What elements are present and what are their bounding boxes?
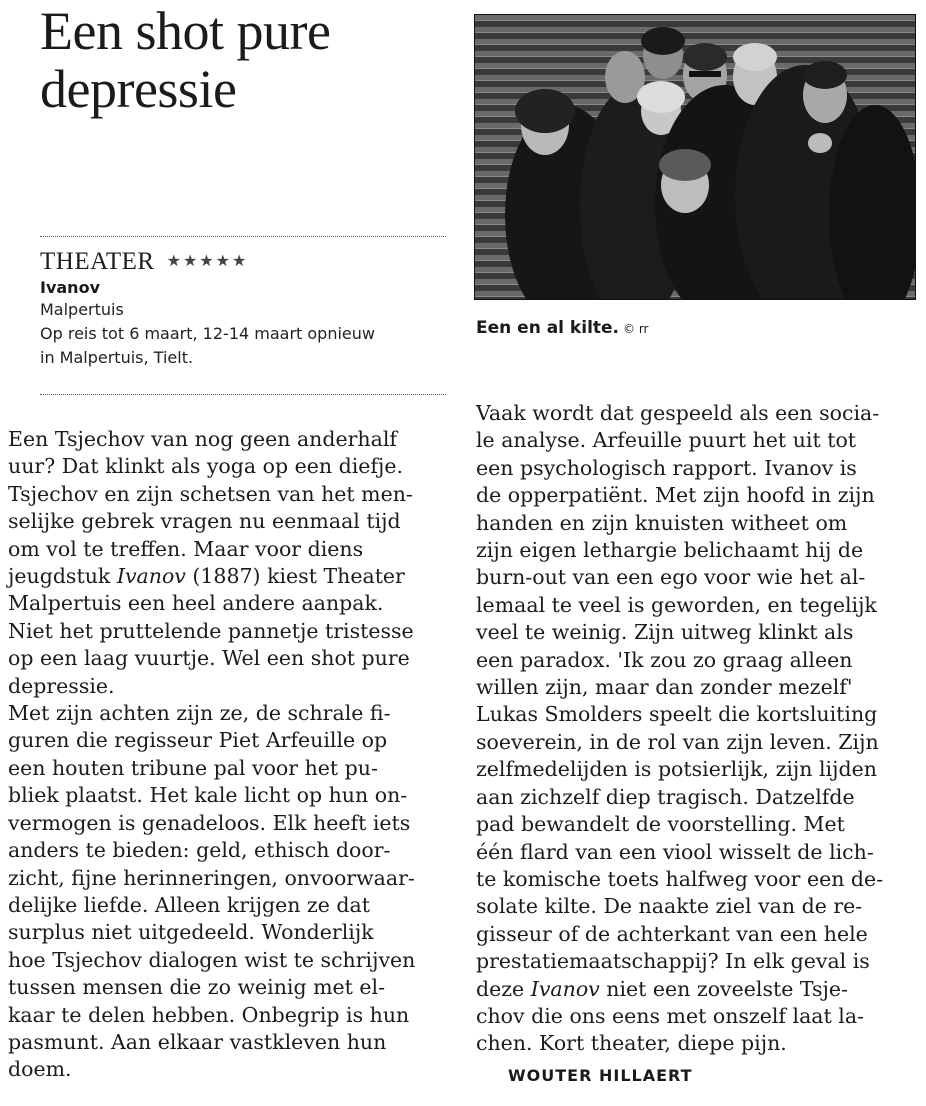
- author-byline: WOUTER HILLAERT: [508, 1066, 693, 1085]
- review-infobox: [40, 246, 450, 370]
- article-line: jeugdstuk Ivanov (1887) kiest Theater: [8, 564, 405, 589]
- article-line: pasmunt. Aan elkaar vastkleven hun: [8, 1029, 387, 1054]
- photo-caption-text: Een en al kilte.: [476, 318, 620, 338]
- article-line: een paradox. 'Ik zou zo graag alleen: [476, 647, 853, 672]
- star-rating-icon: ★★★★★: [166, 253, 249, 270]
- article-line: surplus niet uitgedeeld. Wonderlijk: [8, 920, 374, 945]
- article-line: op een laag vuurtje. Wel een shot pure: [8, 646, 410, 671]
- article-line: zelfmedelijden is potsierlijk, zijn lijden: [476, 757, 877, 782]
- photo-caption: [476, 318, 649, 338]
- article-line: gisseur of de achterkant van een hele: [476, 921, 868, 946]
- headline: [40, 2, 460, 118]
- headline-line-2: depressie: [40, 59, 237, 119]
- article-line: prestatiemaatschappij? In elk geval is: [476, 949, 870, 974]
- article-line: Tsjechov en zijn schetsen van het men-: [8, 481, 413, 506]
- article-photo: [474, 14, 916, 300]
- article-line: handen en zijn knuisten witheet om: [476, 510, 848, 535]
- article-line: te komische toets halfweg voor een de-: [476, 866, 884, 891]
- review-venue: in Malpertuis, Tielt.: [40, 348, 194, 367]
- article-line: depressie.: [8, 673, 115, 698]
- review-kicker: [40, 246, 450, 278]
- article-line: aan zichzelf diep tragisch. Datzelfde: [476, 784, 855, 809]
- article-line: Lukas Smolders speelt die kortsluiting: [476, 702, 878, 727]
- article-line: de opperpatiënt. Met zijn hoofd in zijn: [476, 483, 875, 508]
- article-line: deze Ivanov niet een zoveelste Tsje-: [476, 976, 848, 1001]
- article-line: pad bewandelt de voorstelling. Met: [476, 812, 845, 837]
- review-bottom-rule: [40, 394, 446, 395]
- article-line: guren die regisseur Piet Arfeuille op: [8, 728, 388, 753]
- photo-image: [475, 15, 915, 299]
- article-line: om vol te treffen. Maar voor diens: [8, 536, 364, 561]
- review-top-rule: [40, 236, 446, 237]
- article-line: Vaak wordt dat gespeeld als een socia-: [476, 401, 880, 425]
- article-line: bliek plaatst. Het kale licht op hun on-: [8, 783, 408, 808]
- article-line: soeverein, in de rol van zijn leven. Zijn: [476, 729, 879, 754]
- article-line: tussen mensen die zo weinig met el-: [8, 975, 386, 1000]
- article-line: veel te weinig. Zijn uitweg klinkt als: [476, 620, 854, 645]
- review-dates: Op reis tot 6 maart, 12-14 maart opnieuw: [40, 324, 375, 343]
- article-line: hoe Tsjechov dialogen wist te schrijven: [8, 947, 416, 972]
- article-line: Malpertuis een heel andere aanpak.: [8, 591, 384, 616]
- headline-line-1: Een shot pure: [40, 1, 331, 61]
- article-line: lemaal te veel is geworden, en tegelijk: [476, 592, 877, 617]
- article-line: doem.: [8, 1057, 72, 1082]
- article-line: Een Tsjechov van nog geen anderhalf: [8, 427, 397, 451]
- article-line: le analyse. Arfeuille puurt het uit tot: [476, 428, 857, 453]
- article-line: chen. Kort theater, diepe pijn.: [476, 1031, 787, 1056]
- photo-credit: © rr: [623, 322, 649, 336]
- article-line: anders te bieden: geld, ethisch door-: [8, 838, 391, 863]
- article-line: burn-out van een ego voor wie het al-: [476, 565, 866, 590]
- article-line: een psychologisch rapport. Ivanov is: [476, 455, 857, 480]
- article-line: delijke liefde. Alleen krijgen ze dat: [8, 892, 370, 917]
- article-line: Met zijn achten zijn ze, de schrale fi-: [8, 701, 391, 726]
- article-line: uur? Dat klinkt als yoga op een diefje.: [8, 454, 404, 479]
- article-line: solate kilte. De naakte ziel van de re-: [476, 894, 863, 919]
- article-body-left-column: [8, 426, 448, 1084]
- article-line: chov die ons eens met onszelf laat la-: [476, 1003, 864, 1028]
- article-line: zijn eigen lethargie belichaamt hij de: [476, 538, 864, 563]
- article-line: kaar te delen hebben. Onbegrip is hun: [8, 1002, 410, 1027]
- article-line: één flard van een viool wisselt de lich-: [476, 839, 874, 864]
- article-line: zicht, fijne herinneringen, onvoorwaar-: [8, 865, 415, 890]
- article-body-right-column: [476, 400, 916, 1058]
- review-play-title: Ivanov: [40, 278, 100, 297]
- article-line: Niet het pruttelende pannetje tristesse: [8, 618, 414, 643]
- article-line: vermogen is genadeloos. Elk heeft iets: [8, 810, 411, 835]
- review-category: THEATER: [40, 248, 155, 275]
- article-line: een houten tribune pal voor het pu-: [8, 755, 378, 780]
- article-line: selijke gebrek vragen nu eenmaal tijd: [8, 509, 401, 534]
- article-line: willen zijn, maar dan zonder mezelf': [476, 675, 853, 700]
- review-company: Malpertuis: [40, 300, 124, 319]
